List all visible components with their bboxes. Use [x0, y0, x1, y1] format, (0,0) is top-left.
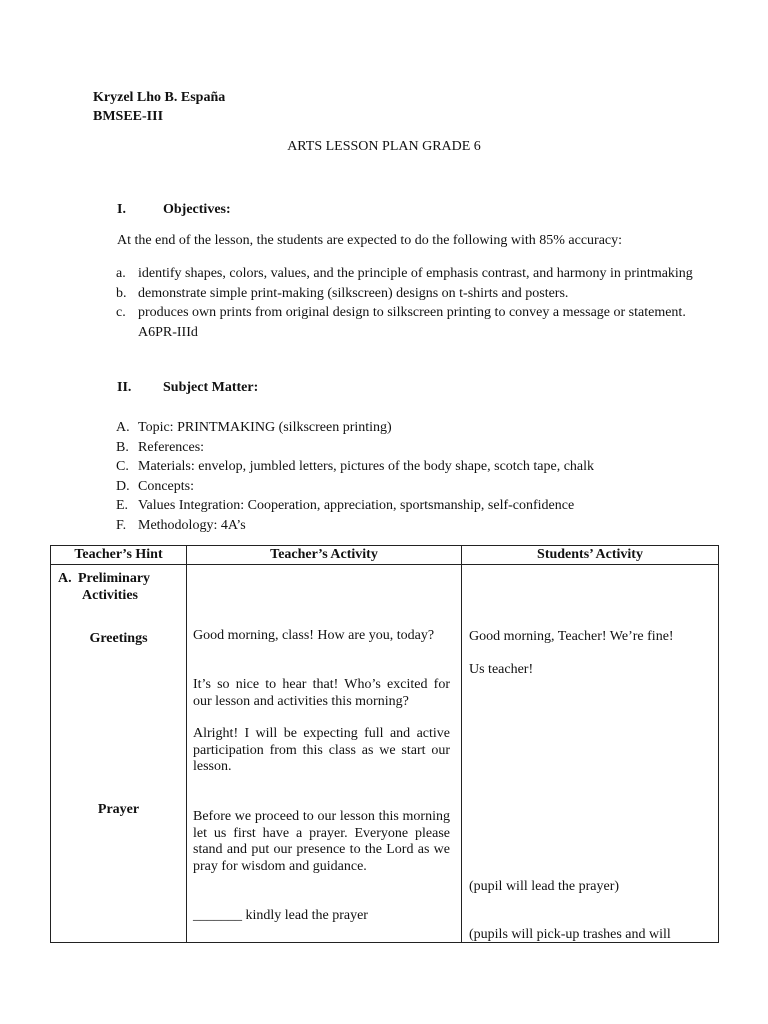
list-item [116, 264, 698, 284]
objectives-list [116, 264, 698, 342]
subject-text: Topic: PRINTMAKING (silkscreen printing) [138, 420, 392, 435]
subject-text: References: [138, 439, 205, 455]
subject-text: Concepts: [138, 478, 194, 494]
subject-matter-title: Subject Matter: [163, 380, 259, 395]
teacher-excited-prompt: It’s so nice to hear that! Who’s excited for our lesson and activities this morning? [193, 677, 450, 709]
subject-text: Methodology: 4A’s [138, 517, 246, 533]
objectives-title: Objectives: [163, 202, 231, 217]
objectives-intro: At the end of the lesson, the students are expected to do the following with 85% accuracy: [117, 233, 623, 248]
teacher-greeting: Good morning, class! How are you, today? [193, 628, 435, 643]
students-activity-cell [462, 565, 719, 943]
students-excited-response: Us teacher! [469, 662, 534, 677]
table-row [51, 565, 719, 943]
list-marker: C. [116, 459, 129, 474]
teachers-hint-cell [51, 565, 187, 943]
list-item [116, 477, 594, 497]
list-marker: E. [116, 498, 129, 513]
objective-text: demonstrate simple print-making (silkscreen) designs on t-shirts and posters. [138, 285, 569, 301]
lesson-activity-table [50, 545, 719, 943]
list-item [116, 303, 698, 342]
teacher-prayer-instruction: Before we proceed to our lesson this morning let us first have a prayer. Everyone please stand and put our presence to the Lord as we pray for wisdom and guidance. [193, 809, 450, 874]
list-marker: B. [116, 439, 129, 455]
subject-text: Values Integration: Cooperation, appreciation, sportsmanship, self-confidence [138, 498, 575, 513]
students-prayer-response: (pupil will lead the prayer) [469, 879, 620, 894]
list-marker: b. [116, 285, 127, 301]
preliminary-line2: Activities [82, 588, 138, 603]
author-name: Kryzel Lho B. España [93, 90, 226, 105]
subject-text: Materials: envelop, jumbled letters, pictures of the body shape, scotch tape, chalk [138, 459, 595, 474]
column-header-teachers-activity: Teacher’s Activity [187, 546, 462, 565]
preliminary-activities-label [58, 570, 150, 604]
objectives-heading [117, 202, 231, 218]
column-header-students-activity: Students’ Activity [462, 546, 719, 565]
table-header-row [51, 546, 719, 565]
subject-matter-heading [117, 380, 258, 396]
greetings-label: Greetings [89, 631, 148, 646]
objective-text: produces own prints from original design to silkscreen printing to convey a message or statement. A6PR-IIId [138, 305, 686, 340]
objective-text: identify shapes, colors, values, and the principle of emphasis contrast, and harmony in printmaking [138, 266, 693, 281]
subject-matter-list [116, 418, 594, 535]
teacher-participation-note: Alright! I will be expecting full and active participation from this class as we start our lesson. [193, 726, 450, 775]
list-item [116, 418, 594, 438]
teacher-lead-prayer: _______ kindly lead the prayer [193, 908, 368, 923]
preliminary-letter: A. [58, 571, 72, 586]
subject-matter-numeral: II. [117, 380, 132, 395]
prayer-label: Prayer [97, 802, 140, 817]
list-item [116, 438, 594, 458]
course-code: BMSEE-III [93, 109, 164, 124]
author-block [93, 88, 225, 126]
list-item [116, 496, 594, 516]
list-item [116, 284, 698, 304]
list-item [116, 457, 594, 477]
list-marker: A. [116, 420, 130, 435]
column-header-teachers-hint: Teacher’s Hint [51, 546, 187, 565]
objectives-numeral: I. [117, 202, 126, 217]
list-marker: c. [116, 305, 126, 320]
list-marker: a. [116, 266, 126, 281]
teachers-activity-cell [187, 565, 462, 943]
preliminary-line1: Preliminary [78, 571, 151, 586]
list-marker: F. [116, 517, 127, 533]
students-greeting-response: Good morning, Teacher! We’re fine! [469, 629, 674, 644]
list-item [116, 516, 594, 536]
document-title: ARTS LESSON PLAN GRADE 6 [287, 139, 481, 154]
students-trash-response: (pupils will pick-up trashes and will [469, 927, 671, 942]
list-marker: D. [116, 478, 130, 494]
